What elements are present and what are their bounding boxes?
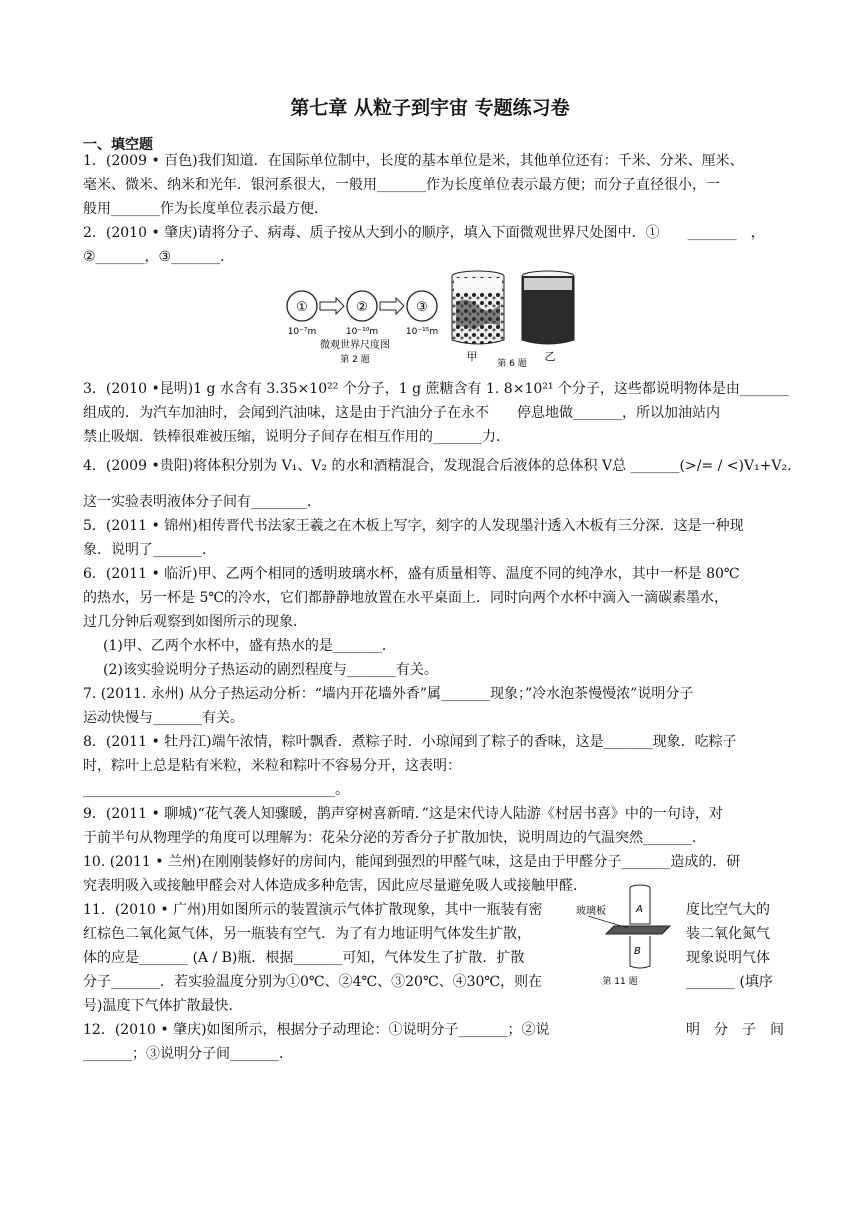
q11-line-4a: 分子_______．若实验温度分别为①0℃、②4℃、③20℃、④30℃，则在 xyxy=(83,974,543,990)
q10-line-1: 10. (2011 • 兰州)在刚刚装修好的房间内，能闻到强烈的甲醛气味，这是由于甲醛分子_______造成的．研 xyxy=(83,854,741,870)
q9-line-2: 于前半句从物理学的角度可以理解为：花朵分泌的芳香分子扩散加快，说明周边的气温突然_______． xyxy=(83,830,706,846)
q11-line-2b: 装二氧化氮气 xyxy=(686,926,770,942)
q6-sub-1: (1)甲、乙两个水杯中，盛有热水的是_______． xyxy=(103,638,396,654)
cup-yi xyxy=(522,271,574,344)
cup-label-jia: 甲 xyxy=(466,350,478,363)
q3-line-1: 3．(2010 •昆明)1 g 水含有 3.35×10²² 个分子，1 g 蔗糖含有 1. 8×10²¹ 个分子，这些都说明物体是由_______ xyxy=(83,381,789,397)
q6-sub-2: (2)该实验说明分子热运动的剧烈程度与_______有关。 xyxy=(103,662,438,678)
q12-line-1b: 明 分 子 间 xyxy=(686,1022,784,1038)
micro-scale-figure xyxy=(280,282,450,364)
glass-plate xyxy=(606,926,670,934)
q5-line-1: 5．(2011 • 锦州)相传晋代书法家王羲之在木板上写字，刻字的人发现墨汁透入木板有三分深．这是一种现 xyxy=(83,518,744,534)
q5-line-2: 象．说明了_______． xyxy=(83,542,216,558)
q11-line-2a: 红棕色二氧化氮气体，另一瓶装有空气．为了有力地证明气体发生扩散， xyxy=(83,926,531,942)
bottle-a xyxy=(630,885,650,924)
scale-circle-1 xyxy=(287,291,317,321)
q11-line-4b: _______ (填序 xyxy=(686,974,773,990)
section-heading: 一、填空题 xyxy=(83,137,153,153)
q11-line-3a: 体的应是_______ (A / B)瓶．根据_______可知，气体发生了扩散．扩散 xyxy=(83,950,525,966)
q11-line-1a: 11．(2010 • 广州)用如图所示的装置演示气体扩散现象，其中一瓶装有密 xyxy=(83,902,543,918)
gas-diffusion-figure xyxy=(576,880,680,990)
q12-line-2: _______；③说明分子间_______． xyxy=(83,1046,293,1062)
bottle-b xyxy=(630,936,650,968)
q8-line-3: ____________________________________。 xyxy=(83,782,349,798)
circle-label-1: ① xyxy=(296,300,308,315)
q11-line-3b: 现象说明气体 xyxy=(686,950,770,966)
scale-label-3: 10⁻¹⁵m xyxy=(405,327,439,337)
q1-line-3: 般用_______作为长度单位表示最方便． xyxy=(83,201,328,217)
q4-line-2: 这一实验表明液体分子间有________． xyxy=(83,494,321,510)
q2-line-1: 2．(2010 • 肇庆)请将分子、病毒、质子按从大到小的顺序，填入下面微观世界尺处图中．① _______ ， xyxy=(83,225,765,241)
q6-line-2: 的热水，另一杯是 5℃的冷水，它们都静静地放置在水平桌面上．同时向两个水杯中滴入一滴碳素墨水， xyxy=(83,590,729,606)
scale-circle-3 xyxy=(407,291,437,321)
q7-line-1: 7. (2011. 永州) 从分子热运动分析：“墙内开花墙外香”属_______现象；”冷水泡茶慢慢浓”说明分子 xyxy=(83,686,694,702)
q3-line-3: 禁止吸烟．铁棒很难被压缩，说明分子间存在相互作用的_______力． xyxy=(83,429,510,445)
glass-plate-label: 玻璃板 xyxy=(576,906,606,917)
q8-line-2: 时，粽叶上总是粘有米粒，米粒和粽叶不容易分开，这表明： xyxy=(83,758,461,774)
bottle-a-label: A xyxy=(636,904,643,915)
figure6-caption: 第 6 题 xyxy=(497,359,527,369)
scale-label-2: 10⁻¹⁰m xyxy=(345,327,379,337)
q7-line-2: 运动快慢与_______有关。 xyxy=(83,710,244,726)
q2-line-2: ②_______，③_______． xyxy=(83,249,235,265)
bottle-b-label: B xyxy=(634,946,641,957)
figure2-caption: 第 2 题 xyxy=(340,355,370,364)
q11-line-5: 号)温度下气体扩散最快． xyxy=(83,998,243,1014)
q4-line-1: 4．(2009 •贵阳)将体积分别为 V₁、V₂ 的水和酒精混合，发现混合后液体的总体积 V总 _______(>/= / <)V₁+V₂. xyxy=(83,458,792,474)
scale-circle-2 xyxy=(347,291,377,321)
q11-line-1b: 度比空气大的 xyxy=(686,902,770,918)
q6-line-3: 过几分钟后观察到如图所示的现象． xyxy=(83,614,307,630)
q12-line-1a: 12．(2010 • 肇庆)如图所示，根据分子动理论：①说明分子_______；②说 xyxy=(83,1022,550,1038)
figure11-caption: 第 11 题 xyxy=(602,977,638,987)
figure2-label: 微观世界尺度图 xyxy=(320,340,390,351)
cup-label-yi: 乙 xyxy=(544,350,556,363)
cup-jia xyxy=(452,271,504,344)
q9-line-1: 9．(2011 • 聊城)“花气袭人知骤暖，鹊声穿树喜新晴．”这是宋代诗人陆游《村居书喜》中的一句诗，对 xyxy=(83,806,723,822)
q6-line-1: 6．(2011 • 临沂)甲、乙两个相同的透明玻璃水杯，盛有质量相等、温度不同的纯净水，其中一杯是 80℃ xyxy=(83,566,740,582)
ink-cups-figure xyxy=(448,268,578,370)
circle-label-2: ② xyxy=(356,300,368,315)
q1-line-1: 1．(2009 • 百色)我们知道．在国际单位制中，长度的基本单位是米，其他单位还有：千米、分米、厘米、 xyxy=(83,153,744,169)
q8-line-1: 8．(2011 • 牡丹江)端午浓情，粽叶飘香．煮粽子时．小琼闻到了粽子的香味，这是_______现象．吃粽子 xyxy=(83,734,737,750)
page-title: 第七章 从粒子到宇宙 专题练习卷 xyxy=(290,97,570,119)
scale-label-1: 10⁻⁷m xyxy=(287,327,317,337)
q1-line-2: 毫米、微米、纳米和光年．银河系很大，一般用_______作为长度单位表示最方便；而分子直径很小，一 xyxy=(83,177,720,193)
circle-label-3: ③ xyxy=(416,300,428,315)
q3-line-2: 组成的．为汽车加油时，会闻到汽油味，这是由于汽油分子在永不 停息地做_______，所以加油站内 xyxy=(83,405,720,421)
q10-line-2: 究表明吸入或接触甲醛会对人体造成多种危害，因此应尽量避免吸人或接触甲醛． xyxy=(83,878,587,894)
